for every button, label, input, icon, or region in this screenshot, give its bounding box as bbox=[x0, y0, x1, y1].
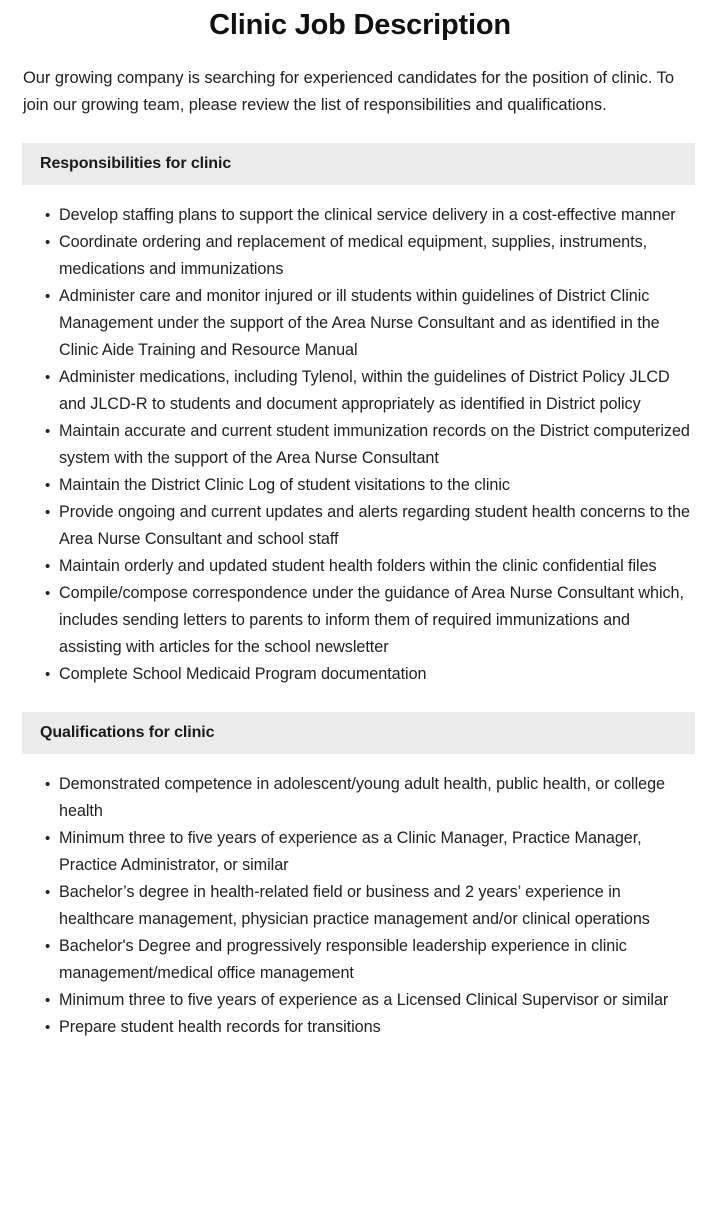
qualifications-list bbox=[0, 754, 720, 1041]
list-item: • Bachelor’s degree in health-related field or business and 2 years’ experience in healthcare management, physician practice management and/or clinical operations bbox=[45, 879, 696, 933]
intro-paragraph: Our growing company is searching for experienced candidates for the position of clinic. To join our growing team, please review the list of responsibilities and qualifications. bbox=[23, 69, 674, 114]
page-title: Clinic Job Description bbox=[209, 9, 511, 41]
list-item: • Minimum three to five years of experience as a Clinic Manager, Practice Manager, Practice Administrator, or similar bbox=[45, 825, 696, 879]
list-item: • Develop staffing plans to support the clinical service delivery in a cost-effective manner bbox=[45, 202, 696, 229]
list-item: • Demonstrated competence in adolescent/young adult health, public health, or college health bbox=[45, 771, 696, 825]
list-item: • Coordinate ordering and replacement of medical equipment, supplies, instruments, medications and immunizations bbox=[45, 229, 696, 283]
bottom-spacer bbox=[0, 1041, 720, 1059]
list-item: • Administer medications, including Tylenol, within the guidelines of District Policy JLCD and JLCD-R to students and document appropriately as identified in District policy bbox=[45, 364, 696, 418]
list-item: • Provide ongoing and current updates and alerts regarding student health concerns to the Area Nurse Consultant and school staff bbox=[45, 499, 696, 553]
section-title: Qualifications for clinic bbox=[40, 724, 215, 741]
list-item: • Complete School Medicaid Program documentation bbox=[45, 661, 696, 688]
responsibilities-list bbox=[0, 185, 720, 688]
list-item: • Administer care and monitor injured or ill students within guidelines of District Clinic Management under the support of the Area Nurse Consultant and as identified in the Clinic Aide Training and Resource Manual bbox=[45, 283, 696, 364]
list-item: • Maintain the District Clinic Log of student visitations to the clinic bbox=[45, 472, 696, 499]
list-item: • Compile/compose correspondence under the guidance of Area Nurse Consultant which, includes sending letters to parents to inform them of required immunizations and assisting with articles for the school newsletter bbox=[45, 580, 696, 661]
section-header-responsibilities bbox=[22, 143, 695, 185]
list-item: • Maintain accurate and current student immunization records on the District computerized system with the support of the Area Nurse Consultant bbox=[45, 418, 696, 472]
list-item: • Minimum three to five years of experience as a Licensed Clinical Supervisor or similar bbox=[45, 987, 696, 1014]
list-item: • Bachelor's Degree and progressively responsible leadership experience in clinic management/medical office management bbox=[45, 933, 696, 987]
section-title: Responsibilities for clinic bbox=[40, 155, 232, 172]
list-item: • Maintain orderly and updated student health folders within the clinic confidential files bbox=[45, 553, 696, 580]
list-item: • Prepare student health records for transitions bbox=[45, 1014, 696, 1041]
section-header-qualifications bbox=[22, 712, 695, 754]
